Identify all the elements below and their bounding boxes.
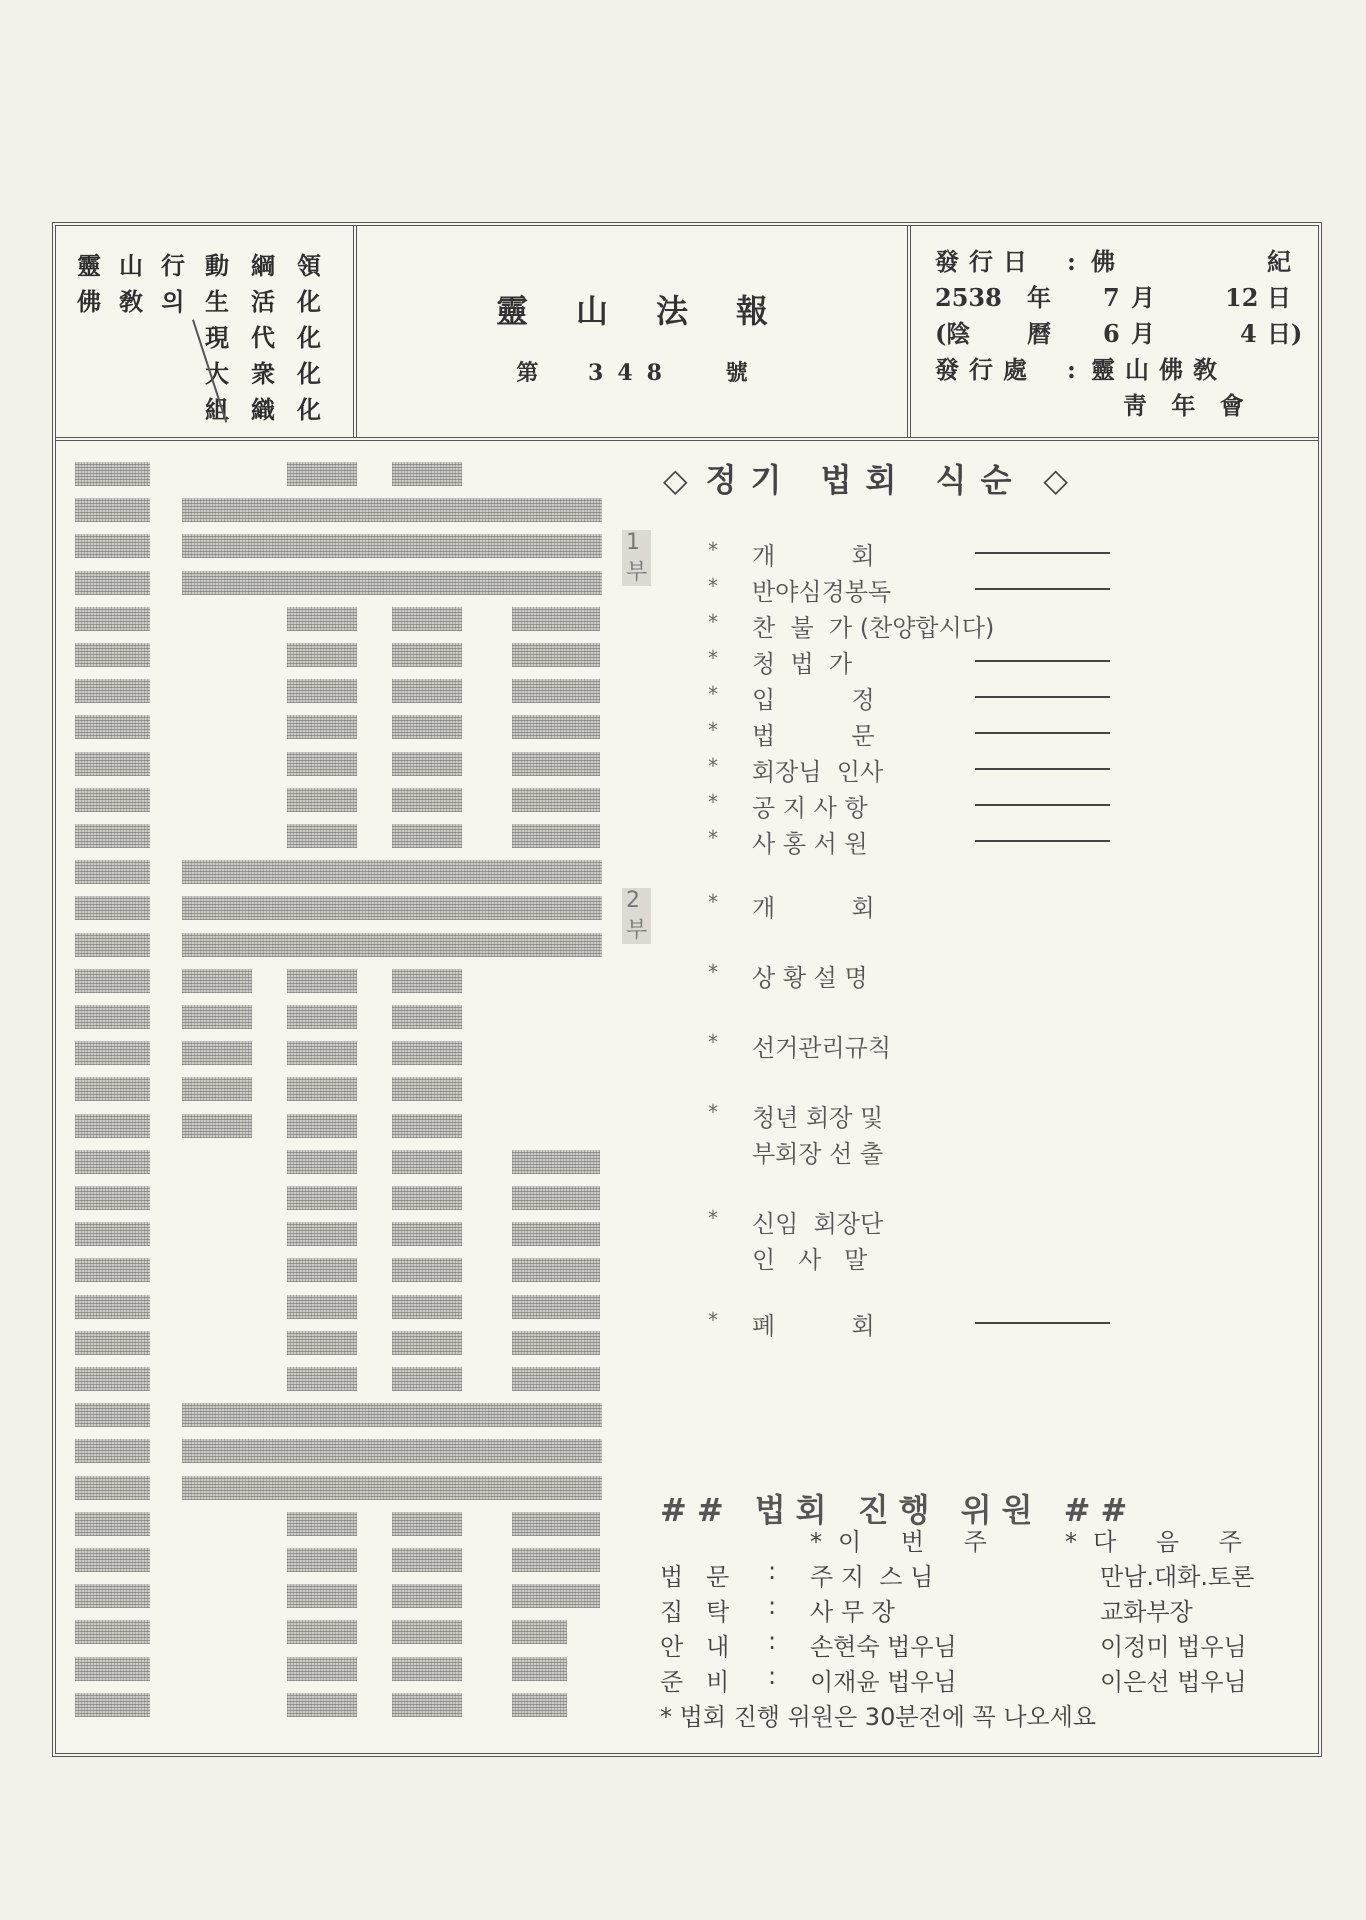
redacted-block — [512, 1367, 600, 1391]
redacted-block — [182, 1077, 252, 1101]
redacted-block — [75, 643, 150, 667]
redacted-block — [287, 1693, 357, 1717]
redacted-block — [75, 969, 150, 993]
redacted-block — [392, 1041, 462, 1065]
staff-this-week: 손현숙 법우님 — [810, 1633, 957, 1661]
asterisk-icon: * — [708, 790, 718, 814]
motto-char: 織 — [251, 395, 275, 424]
redacted-block — [75, 1403, 150, 1427]
redacted-block — [392, 1295, 462, 1319]
program-item-name: 개 회 — [752, 542, 875, 570]
asterisk-icon: * — [708, 718, 718, 742]
staff-role: 집 탁 — [660, 1598, 730, 1626]
redacted-block — [392, 1222, 462, 1246]
program-item-name-line2: 인 사 말 — [752, 1246, 868, 1274]
program-title-text: 정기 법회 식순 — [705, 461, 1026, 499]
redacted-block — [75, 715, 150, 739]
redacted-block — [392, 679, 462, 703]
redacted-block — [392, 607, 462, 631]
redacted-block — [182, 860, 602, 884]
program-item-name: 반야심경봉독 — [752, 578, 892, 606]
colon: : — [768, 1662, 777, 1690]
redacted-block — [75, 1077, 150, 1101]
redacted-block — [287, 752, 357, 776]
redacted-block — [75, 1331, 150, 1355]
staff-role: 안 내 — [660, 1633, 730, 1661]
motto-char: 生 — [205, 287, 229, 316]
dash-line — [975, 840, 1110, 842]
redacted-block — [392, 1548, 462, 1572]
redacted-block — [287, 1367, 357, 1391]
lunar-label: 曆 — [1027, 319, 1051, 348]
redacted-block — [75, 534, 150, 558]
staff-next-week: 만남.대화.토론 — [1100, 1563, 1255, 1591]
motto-char: 代 — [251, 323, 275, 352]
redacted-block — [392, 1331, 462, 1355]
redacted-block — [287, 1657, 357, 1681]
year-unit: 年 — [1027, 283, 1051, 312]
program-item-name: 선거관리규칙 — [752, 1034, 892, 1062]
redacted-block — [75, 1620, 150, 1644]
redacted-block — [287, 715, 357, 739]
redacted-block — [75, 1186, 150, 1210]
redacted-block — [512, 1657, 567, 1681]
redacted-block — [182, 1005, 252, 1029]
diamond-icon: ◇ — [663, 461, 688, 499]
publisher-row-2 — [935, 388, 1335, 424]
redacted-block — [75, 752, 150, 776]
redacted-block — [287, 1258, 357, 1282]
redacted-block — [392, 462, 462, 486]
redacted-block — [75, 1367, 150, 1391]
program-item-name: 개 회 — [752, 894, 875, 922]
redacted-block — [392, 752, 462, 776]
redacted-block — [287, 1077, 357, 1101]
redacted-block — [182, 1041, 252, 1065]
redacted-block — [75, 1258, 150, 1282]
dash-line — [975, 588, 1110, 590]
redacted-block — [182, 896, 602, 920]
motto-char: 衆 — [251, 359, 275, 388]
redacted-block — [182, 1439, 602, 1463]
program-item-name: 찬 불 가 (찬양합시다) — [752, 614, 995, 642]
redacted-block — [287, 1548, 357, 1572]
redacted-block — [512, 1512, 600, 1536]
publisher-row — [935, 352, 1335, 388]
motto-char: 綱 — [251, 251, 275, 280]
motto-char: 組 — [205, 395, 229, 424]
colon: : — [1067, 355, 1076, 384]
era-suffix: 紀 — [1267, 247, 1291, 276]
redacted-block — [75, 1476, 150, 1500]
redacted-block — [512, 824, 600, 848]
redacted-block — [75, 1548, 150, 1572]
redacted-block — [75, 1114, 150, 1138]
motto-char: 活 — [251, 287, 275, 316]
lunar-day-unit: 日) — [1267, 319, 1303, 348]
redacted-block — [75, 462, 150, 486]
issue-date-row — [935, 244, 1335, 280]
day-unit: 日 — [1267, 283, 1291, 312]
asterisk-icon: * — [708, 574, 718, 598]
dash-line — [975, 1322, 1110, 1324]
redacted-block — [512, 752, 600, 776]
asterisk-icon: * — [708, 1030, 718, 1054]
motto-char: 化 — [297, 287, 321, 316]
redacted-block — [75, 896, 150, 920]
motto-char: 化 — [297, 323, 321, 352]
part2-label: 2 부 — [622, 888, 651, 944]
redacted-block — [182, 969, 252, 993]
redacted-block — [392, 1005, 462, 1029]
staff-this-week: 사 무 장 — [810, 1598, 895, 1626]
program-item-name: 입 정 — [752, 686, 875, 714]
program-item-name: 폐 회 — [752, 1312, 875, 1340]
staff-next-week: 이정미 법우님 — [1100, 1633, 1247, 1661]
redacted-block — [287, 1114, 357, 1138]
this-week-header: *이 번 주 — [810, 1528, 1003, 1556]
motto-char: 動 — [205, 251, 229, 280]
redacted-block — [75, 571, 150, 595]
redacted-block — [512, 643, 600, 667]
redacted-block — [287, 824, 357, 848]
program-title — [645, 455, 1086, 501]
redacted-block — [75, 824, 150, 848]
redacted-block — [287, 1186, 357, 1210]
redacted-block — [392, 1114, 462, 1138]
issue-value: 348 — [588, 360, 676, 386]
motto-char: 敎 — [119, 287, 143, 316]
redacted-block — [392, 1584, 462, 1608]
redacted-block — [512, 1295, 600, 1319]
redacted-block — [182, 571, 602, 595]
redacted-block — [512, 715, 600, 739]
asterisk-icon: * — [708, 754, 718, 778]
redacted-block — [392, 824, 462, 848]
redacted-block — [512, 1150, 600, 1174]
redacted-block — [287, 679, 357, 703]
lunar-prefix: (陰 — [935, 319, 971, 348]
redacted-block — [512, 1584, 600, 1608]
redacted-block — [392, 1077, 462, 1101]
redacted-block — [182, 498, 602, 522]
redacted-block — [512, 1258, 600, 1282]
redacted-block — [287, 1584, 357, 1608]
redacted-block — [75, 1222, 150, 1246]
asterisk-icon: * — [708, 960, 718, 984]
redacted-block — [392, 1258, 462, 1282]
redacted-block — [392, 1150, 462, 1174]
staff-note: * 법회 진행 위원은 30분전에 꼭 나오세요 — [660, 1703, 1097, 1731]
redacted-block — [392, 1367, 462, 1391]
program-item-name: 회장님 인사 — [752, 758, 884, 786]
redacted-block — [287, 1512, 357, 1536]
motto-char: 山 — [119, 251, 143, 280]
month-unit: 月 — [1131, 283, 1155, 312]
redacted-block — [75, 1439, 150, 1463]
redacted-block — [392, 1186, 462, 1210]
redacted-block — [392, 1693, 462, 1717]
asterisk-icon: * — [708, 1308, 718, 1332]
redacted-block — [75, 498, 150, 522]
redacted-block — [392, 643, 462, 667]
month-unit: 月 — [1131, 319, 1155, 348]
issue-number — [357, 356, 907, 387]
year: 2538 — [935, 283, 1002, 312]
month: 7 — [1103, 283, 1120, 312]
redacted-block — [287, 1295, 357, 1319]
redacted-block — [75, 1512, 150, 1536]
motto-char: 化 — [297, 359, 321, 388]
staff-this-week: 이재윤 법우님 — [810, 1668, 957, 1696]
redacted-block — [287, 788, 357, 812]
program-item-name: 상 황 설 명 — [752, 964, 868, 992]
lunar-day: 4 — [1240, 319, 1257, 348]
redacted-block — [512, 1548, 600, 1572]
publisher-name-2: 靑 年 會 — [1123, 391, 1252, 420]
redacted-block — [75, 607, 150, 631]
redacted-block — [512, 1620, 567, 1644]
program-item-name: 사 홍 서 원 — [752, 830, 868, 858]
redacted-block — [512, 1331, 600, 1355]
redacted-block — [512, 679, 600, 703]
asterisk-icon: * — [708, 646, 718, 670]
newsletter-title: 靈山法報 — [495, 292, 816, 330]
redacted-block — [287, 1222, 357, 1246]
redacted-block — [75, 1041, 150, 1065]
asterisk-icon: * — [708, 538, 718, 562]
publication-info — [911, 226, 1318, 437]
redacted-block — [512, 788, 600, 812]
redacted-block — [287, 643, 357, 667]
publisher-name: 靈山佛敎 — [1091, 355, 1227, 384]
redacted-block — [287, 462, 357, 486]
redacted-block — [287, 1005, 357, 1029]
redacted-block — [182, 1476, 602, 1500]
dash-line — [975, 768, 1110, 770]
masthead — [56, 226, 1318, 441]
date-row — [935, 280, 1335, 316]
redacted-block — [182, 933, 602, 957]
redacted-block — [75, 1005, 150, 1029]
staff-next-week: 이은선 법우님 — [1100, 1668, 1247, 1696]
redacted-block — [392, 1657, 462, 1681]
colon: : — [768, 1592, 777, 1620]
issue-date-label: 發行日 — [935, 247, 1037, 276]
program-item-name: 청년 회장 및 — [752, 1104, 884, 1132]
redacted-block — [512, 607, 600, 631]
asterisk-icon: * — [708, 826, 718, 850]
issue-prefix: 第 — [516, 360, 539, 386]
redacted-block — [75, 679, 150, 703]
staff-role: 준 비 — [660, 1668, 730, 1696]
dash-line — [975, 696, 1110, 698]
part1-label: 1 부 — [622, 530, 651, 586]
dash-line — [975, 732, 1110, 734]
redacted-block — [392, 788, 462, 812]
redacted-block — [287, 1620, 357, 1644]
colon: : — [768, 1557, 777, 1585]
redacted-block — [512, 1222, 600, 1246]
staff-role: 법 문 — [660, 1563, 730, 1591]
asterisk-icon: * — [708, 610, 718, 634]
redacted-block — [287, 1150, 357, 1174]
title-box — [357, 226, 911, 437]
dash-line — [975, 552, 1110, 554]
lunar-date-row — [935, 316, 1335, 352]
redacted-block — [392, 969, 462, 993]
motto-char: 大 — [205, 359, 229, 388]
staff-next-week: 교화부장 — [1100, 1598, 1193, 1626]
redacted-block — [392, 1512, 462, 1536]
next-week-header: *다 음 주 — [1065, 1528, 1258, 1556]
era: 佛 — [1091, 247, 1115, 276]
issue-suffix: 號 — [725, 360, 748, 386]
redacted-block — [287, 607, 357, 631]
lunar-month: 6 — [1103, 319, 1120, 348]
program-item-name: 공 지 사 항 — [752, 794, 868, 822]
motto-char: 佛 — [77, 287, 101, 316]
diamond-icon: ◇ — [1043, 461, 1068, 499]
redacted-block — [182, 1403, 602, 1427]
asterisk-icon: * — [708, 682, 718, 706]
program-item-name: 신임 회장단 — [752, 1210, 884, 1238]
redacted-block — [182, 1114, 252, 1138]
colon: : — [1067, 247, 1076, 276]
publisher-label: 發行處 — [935, 355, 1037, 384]
program-item-name: 법 문 — [752, 722, 875, 750]
redacted-block — [75, 1693, 150, 1717]
redacted-block — [75, 1584, 150, 1608]
asterisk-icon: * — [708, 890, 718, 914]
redacted-block — [287, 1041, 357, 1065]
redacted-block — [287, 969, 357, 993]
redacted-block — [512, 1693, 567, 1717]
motto-box — [56, 226, 357, 437]
redacted-block — [512, 1186, 600, 1210]
redacted-block — [392, 1620, 462, 1644]
redacted-block — [75, 933, 150, 957]
redacted-block — [75, 1150, 150, 1174]
dash-line — [975, 660, 1110, 662]
day: 12 — [1225, 283, 1259, 312]
redacted-block — [182, 534, 602, 558]
program-item-name-line2: 부회장 선 출 — [752, 1140, 884, 1168]
redacted-block — [75, 860, 150, 884]
redacted-block — [75, 788, 150, 812]
redacted-block — [392, 715, 462, 739]
redacted-block — [75, 1295, 150, 1319]
motto-char: 의 — [161, 287, 185, 316]
motto-char: 現 — [205, 323, 229, 352]
asterisk-icon: * — [708, 1100, 718, 1124]
dash-line — [975, 804, 1110, 806]
colon: : — [768, 1627, 777, 1655]
redacted-block — [287, 1331, 357, 1355]
motto-char: 靈 — [77, 251, 101, 280]
staff-title: ## 법회 진행 위원 ## — [660, 1491, 1138, 1529]
asterisk-icon: * — [708, 1206, 718, 1230]
motto-char: 領 — [297, 251, 321, 280]
motto-char: 化 — [297, 395, 321, 424]
redacted-block — [75, 1657, 150, 1681]
program-item-name: 청 법 가 — [752, 650, 853, 678]
motto-char: 行 — [161, 251, 185, 280]
staff-this-week: 주 지 스 님 — [810, 1563, 934, 1591]
